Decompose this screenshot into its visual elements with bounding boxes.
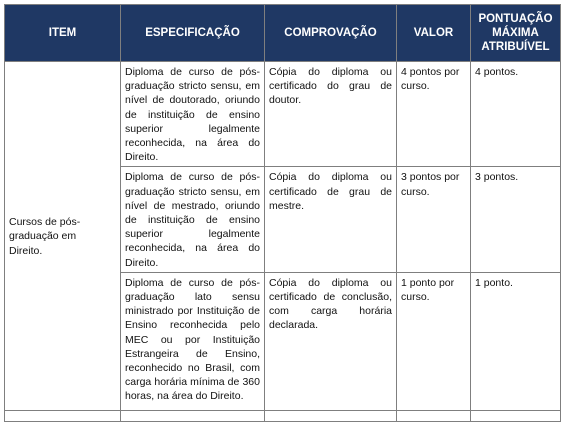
valor-cell: 1 ponto por curso. bbox=[397, 272, 471, 410]
header-valor: VALOR bbox=[397, 5, 471, 62]
table-row bbox=[5, 62, 561, 167]
header-item: ITEM bbox=[5, 5, 121, 62]
pontuacao-cell: 4 pontos. bbox=[471, 62, 561, 167]
especificacao-cell: Diploma de curso de pós-graduação stricto sensu, em nível de mestrado, oriundo de instituição de ensino superior legalmente reconhecida, na área do Direito. bbox=[121, 167, 265, 272]
pontuacao-cell: 1 ponto. bbox=[471, 272, 561, 410]
valor-cell: 3 pontos por curso. bbox=[397, 167, 471, 272]
table-header-row bbox=[5, 5, 561, 62]
header-comprovacao: COMPROVAÇÃO bbox=[265, 5, 397, 62]
item-cell: Cursos de pós-graduação em Direito. bbox=[5, 62, 121, 411]
header-pontuacao: PONTUAÇÃO MÁXIMA ATRIBUÍVEL bbox=[471, 5, 561, 62]
especificacao-cell: Diploma de curso de pós-graduação stricto sensu, em nível de doutorado, oriundo de instituição de ensino superior legalmente reconhecida, na área do Direito. bbox=[121, 62, 265, 167]
pontuacao-cell: 3 pontos. bbox=[471, 167, 561, 272]
especificacao-cell: Diploma de curso de pós-graduação lato sensu ministrado por Instituição de Ensino reconhecida pelo MEC ou por Instituição Estrangeira de Ensino, reconhecido no Brasil, com carga horária mínima de 360 horas, na área do Direito. bbox=[121, 272, 265, 410]
valor-cell: 4 pontos por curso. bbox=[397, 62, 471, 167]
comprovacao-cell: Cópia do diploma ou certificado de conclusão, com carga horária declarada. bbox=[265, 272, 397, 410]
scoring-table bbox=[4, 4, 561, 422]
comprovacao-cell: Cópia do diploma ou certificado de grau de mestre. bbox=[265, 167, 397, 272]
comprovacao-cell: Cópia do diploma ou certificado do grau de doutor. bbox=[265, 62, 397, 167]
header-especificacao: ESPECIFICAÇÃO bbox=[121, 5, 265, 62]
